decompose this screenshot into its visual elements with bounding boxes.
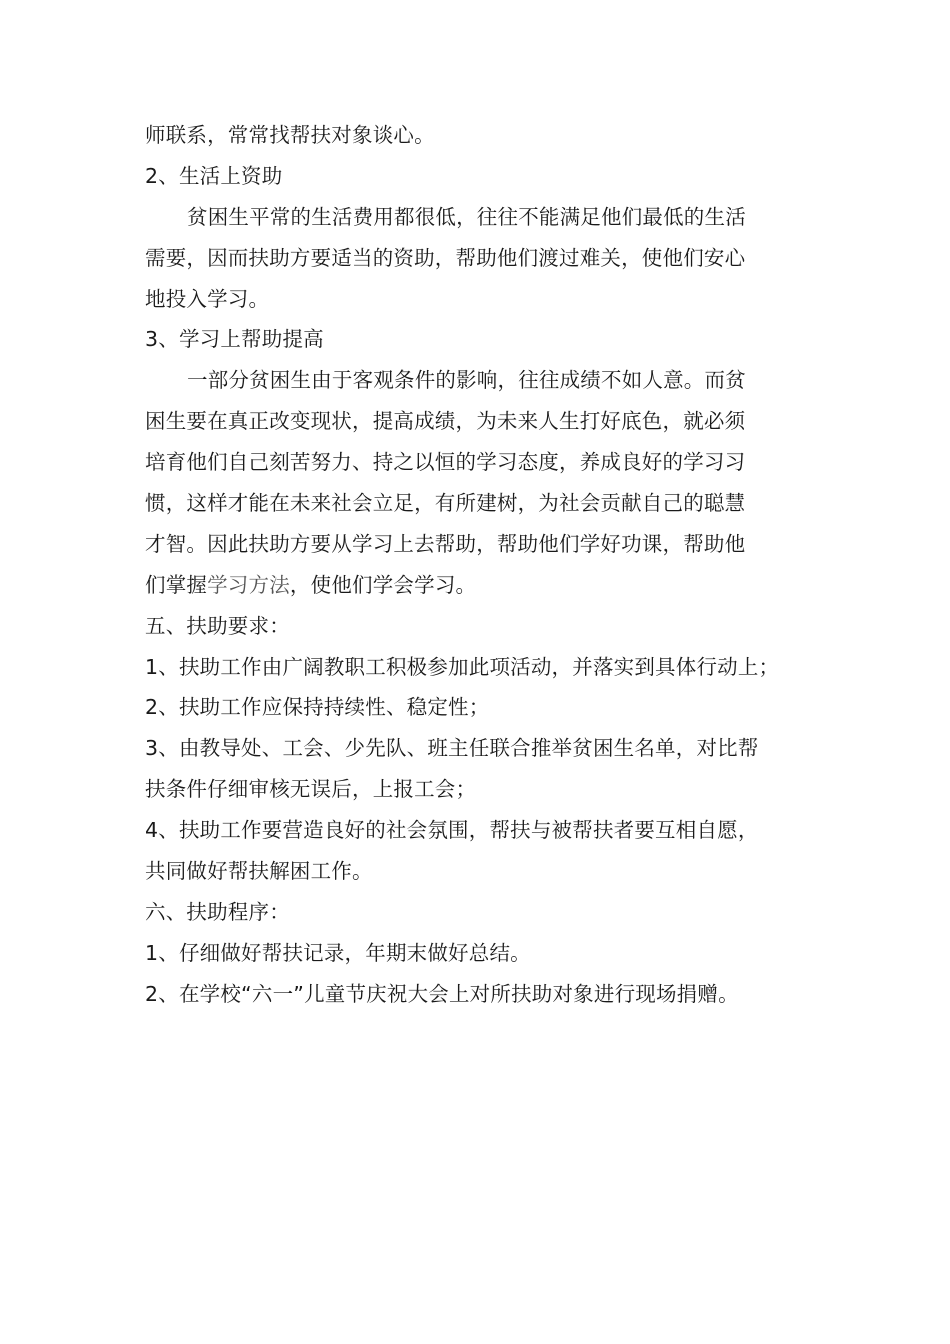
list-item-continuation: 共同做好帮扶解困工作。 (145, 859, 373, 884)
study-methods-link[interactable]: 学习方法 (207, 572, 290, 597)
line-text-before-link: 们掌握 (145, 572, 208, 597)
line-text-after-link: ，使他们学会学习。 (289, 572, 477, 597)
paragraph-line: 贫困生平常的生活费用都很低，往往不能满足他们最低的生活 (187, 204, 746, 229)
paragraph-line: 需要，因而扶助方要适当的资助，帮助他们渡过难关，使他们安心 (145, 245, 746, 270)
section-heading-procedure: 六、扶助程序： (145, 899, 290, 924)
list-item: 4、扶助工作要营造良好的社会氛围，帮扶与被帮扶者要互相自愿， (145, 818, 759, 843)
paragraph-line (145, 565, 817, 606)
list-item-continuation: 扶条件仔细审核无误后，上报工会； (145, 777, 477, 802)
list-item: 2、在学校“六一”儿童节庆祝大会上对所扶助对象进行现场捐赠。 (145, 981, 739, 1006)
paragraph-line: 才智。因此扶助方要从学习上去帮助，帮助他们学好功课，帮助他 (145, 531, 746, 556)
paragraph-line: 地投入学习。 (145, 286, 270, 311)
paragraph-line: 师联系，常常找帮扶对象谈心。 (145, 123, 435, 147)
list-item: 3、由教导处、工会、少先队、班主任联合推举贫困生名单，对比帮 (145, 736, 759, 761)
document-body (145, 115, 817, 1015)
list-item: 1、仔细做好帮扶记录，年期末做好总结。 (145, 940, 531, 965)
paragraph-line: 培育他们自己刻苦努力、持之以恒的学习态度，养成良好的学习习 (145, 450, 746, 475)
list-item: 1、扶助工作由广阔教职工积极参加此项活动，并落实到具体行动上； (145, 654, 780, 679)
section-heading-study-help: 3、学习上帮助提高 (145, 327, 324, 352)
paragraph-line: 惯，这样才能在未来社会立足，有所建树，为社会贡献自己的聪慧 (145, 491, 746, 516)
paragraph-line: 一部分贫困生由于客观条件的影响，往往成绩不如人意。而贫 (187, 368, 746, 393)
section-heading-requirements: 五、扶助要求： (145, 613, 290, 638)
paragraph-line: 困生要在真正改变现状，提高成绩，为未来人生打好底色，就必须 (145, 409, 746, 434)
list-item: 2、扶助工作应保持持续性、稳定性； (145, 695, 490, 720)
section-heading-living-aid: 2、生活上资助 (145, 163, 283, 188)
